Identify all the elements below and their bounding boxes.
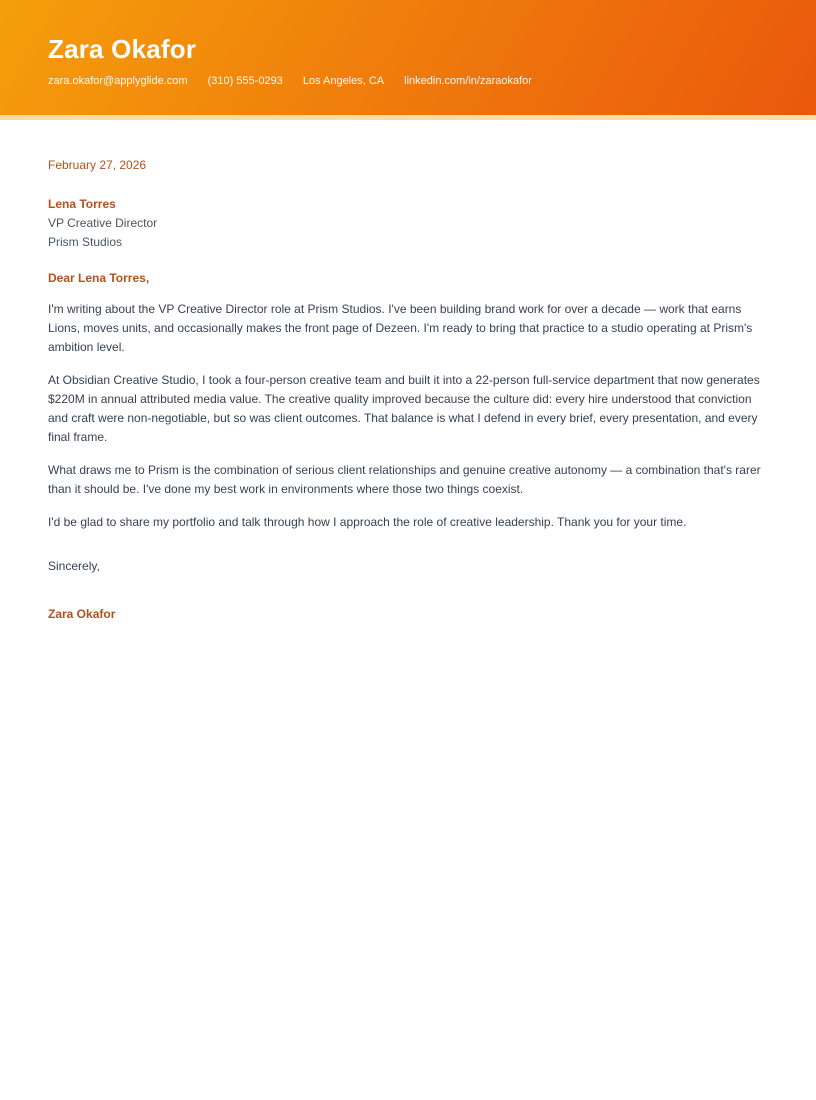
recipient-company: Prism Studios [48,235,123,249]
letterhead [0,0,816,115]
paragraph-motivation: What draws me to Prism is the combination of serious client relationships and genuine creative autonomy — a combination that's rarer than it should be. I've done my best work in environments where those two things coexist. [48,463,761,496]
recipient-name: Lena Torres [48,197,116,211]
paragraph-call-to-action: I'd be glad to share my portfolio and talk through how I approach the role of creative leadership. Thank you for your time. [48,515,687,529]
paragraph-intro: I'm writing about the VP Creative Director role at Prism Studios. I've been building brand work for over a decade — work that earns Lions, moves units, and occasionally makes the front page of Dezeen. I'm ready to bring that practice to a studio operating at Prism's ambition level. [48,302,753,354]
contact-location: Los Angeles, CA [302,75,385,87]
closing-line: Sincerely, [48,559,100,573]
contact-phone: (310) 555-0293 [207,75,283,87]
recipient-title: VP Creative Director [48,216,158,230]
contact-row [48,75,768,88]
applicant-name: Zara Okafor [48,34,197,64]
signature-name: Zara Okafor [48,607,116,621]
paragraph-experience: At Obsidian Creative Studio, I took a four-person creative team and built it into a 22-person full-service department that now generates $220M in annual attributed media value. The creative quality improved because the culture did: every hire understood that conviction and craft were non-negotiable, but so was client outcomes. That balance is what I defend in every brief, every presentation, and every final frame. [48,373,760,444]
cover-letter-body [0,120,816,684]
salutation: Dear Lena Torres, [48,271,150,285]
recipient-block [48,195,768,252]
contact-linkedin: linkedin.com/in/zaraokafor [404,75,532,87]
letter-date: February 27, 2026 [48,158,147,172]
contact-email: zara.okafor@applyglide.com [48,75,188,87]
